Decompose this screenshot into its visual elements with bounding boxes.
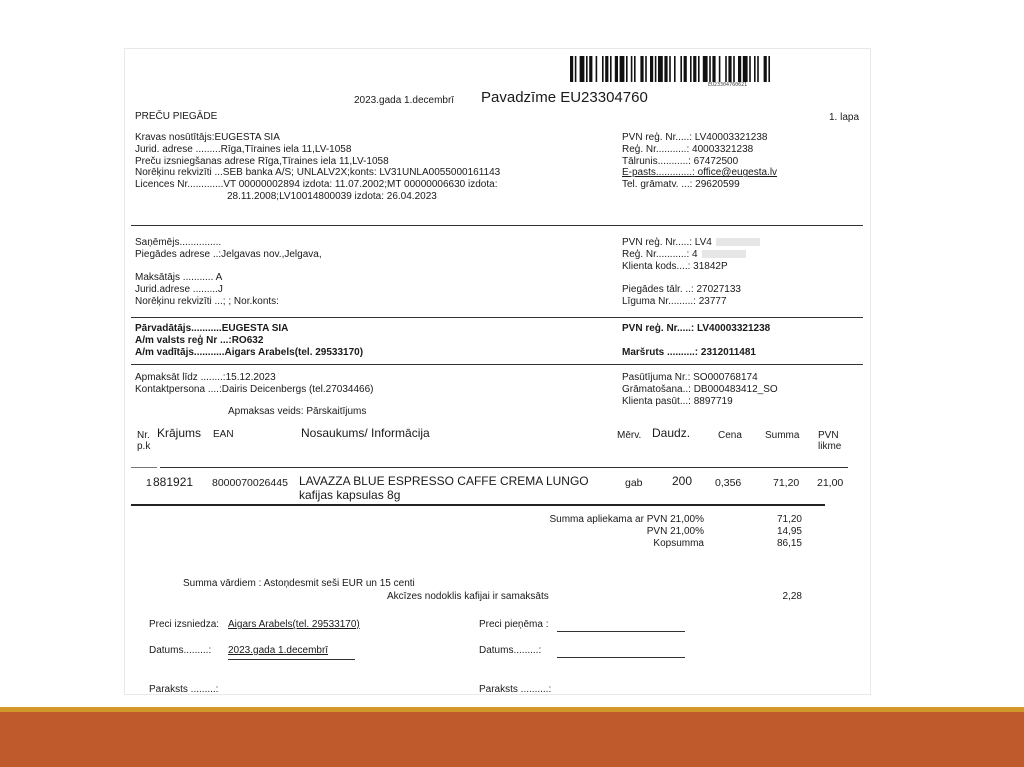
issued-by-label: Preci izsniedza: bbox=[149, 619, 220, 630]
document-title: Pavadzīme EU23304760 bbox=[481, 89, 648, 106]
row-ean: 8000070026445 bbox=[212, 477, 288, 489]
payment-details bbox=[135, 372, 373, 396]
taxable-value: 71,20 bbox=[776, 514, 802, 525]
receiver-reg-line: Reģ. Nr...........: 4 bbox=[622, 249, 760, 261]
sender-registration bbox=[622, 132, 777, 191]
col-vat: PVN bbox=[818, 430, 839, 441]
carrier-reg-line: PVN reģ. Nr.....: LV40003321238 bbox=[622, 323, 771, 334]
row-name: LAVAZZA BLUE ESPRESSO CAFFE CREMA LUNGO bbox=[299, 474, 589, 488]
invoice-document bbox=[125, 49, 870, 694]
row-sum: 71,20 bbox=[773, 477, 800, 489]
section-title: PREČU PIEGĀDE bbox=[135, 111, 218, 122]
col-krajums: Krājums bbox=[157, 426, 202, 440]
sender-line: Jurid. adrese .........Rīga,Tīraines iela 11,LV-1058 bbox=[135, 143, 352, 155]
signature-label-right: Paraksts ..........: bbox=[479, 684, 552, 694]
receiver-registration bbox=[622, 237, 760, 308]
row-nr: 1 bbox=[146, 477, 152, 489]
divider bbox=[131, 225, 863, 226]
taxable-label: Summa apliekama ar PVN 21,00% bbox=[549, 514, 704, 525]
row-krajums: 881921 bbox=[153, 475, 194, 489]
sender-line: Preču izsniegšanas adrese Rīga,Tīraines iela 11,LV-1058 bbox=[135, 155, 389, 167]
signature-label-left: Paraksts .........: bbox=[149, 684, 219, 694]
receiver-reg-line bbox=[622, 272, 760, 284]
table-bottom-line bbox=[131, 504, 825, 506]
row-name-detail: kafijas kapsulas 8g bbox=[299, 488, 401, 502]
sender-reg-line: Tālrunis...........: 67472500 bbox=[622, 155, 739, 167]
sender-reg-line: Tel. grāmatv. ...: 29620599 bbox=[622, 179, 740, 191]
transport-registration bbox=[622, 323, 770, 358]
col-ean: EAN bbox=[213, 429, 234, 440]
sender-line: Kravas nosūtītājs:EUGESTA SIA bbox=[135, 132, 280, 143]
receiver-reg-line: PVN reģ. Nr.....: LV4 bbox=[622, 237, 760, 249]
route-line: Maršruts ..........: 2312011481 bbox=[622, 346, 756, 358]
receiver-line: Maksātājs ........... A bbox=[135, 272, 223, 284]
row-price: 0,356 bbox=[715, 477, 742, 489]
col-vat-rate: likme bbox=[818, 441, 842, 452]
col-unit: Mērv. bbox=[617, 430, 642, 441]
page-number: 1. lapa bbox=[829, 112, 860, 123]
divider bbox=[131, 467, 157, 468]
total-label: Kopsumma bbox=[653, 538, 704, 549]
order-line: Klienta pasūt...: 8897719 bbox=[622, 395, 733, 407]
row-unit: gab bbox=[625, 477, 643, 489]
divider bbox=[131, 317, 863, 318]
carrier-line: A/m vadītājs...........Aigars Arabels(tel. 29533170) bbox=[135, 346, 364, 358]
vat-value: 14,95 bbox=[776, 526, 802, 537]
received-by-label: Preci pieņēma : bbox=[479, 619, 549, 630]
receiver-details bbox=[135, 237, 322, 308]
divider bbox=[131, 364, 863, 365]
row-vat: 21,00 bbox=[817, 477, 844, 489]
receiver-reg-line: Klienta kods....: 31842P bbox=[622, 260, 728, 272]
receiver-line: Piegādes adrese ..:Jelgavas nov.,Jelgava, bbox=[135, 248, 322, 260]
col-name: Nosaukums/ Informācija bbox=[301, 426, 430, 440]
sender-details bbox=[135, 132, 500, 203]
sender-email: E-pasts.............: office@eugesta.lv bbox=[622, 167, 778, 179]
transport-details bbox=[135, 323, 363, 358]
col-qty: Daudz. bbox=[652, 426, 691, 440]
carrier-reg-line bbox=[622, 335, 770, 347]
receiver-reg-line: Līguma Nr.........: 23777 bbox=[622, 295, 727, 307]
issued-by-value: Aigars Arabels(tel. 29533170) bbox=[228, 619, 360, 630]
order-line: Grāmatošana..: DB000483412_SO bbox=[622, 383, 778, 395]
receiver-line bbox=[135, 261, 322, 273]
row-qty: 200 bbox=[672, 474, 693, 488]
order-line: Pasūtījuma Nr.: SO000768174 bbox=[622, 372, 758, 383]
sender-line: Norēķinu rekvizīti ...SEB banka A/S; UNLALV2X;konts: LV31UNLA0055000161143 bbox=[135, 167, 501, 179]
receiver-line: Saņēmējs............... bbox=[135, 237, 222, 248]
receiver-line: Jurid.adrese .........J bbox=[135, 284, 223, 296]
date-value: 2023.gada 1.decembrī bbox=[228, 645, 329, 656]
sum-in-words: Summa vārdiem : Astoņdesmit seši EUR un 15 centi bbox=[183, 578, 415, 589]
carrier-line: A/m valsts reģ Nr ...:RO632 bbox=[135, 334, 264, 346]
receiver-line: Norēķinu rekvizīti ...; ; Nor.konts: bbox=[135, 295, 279, 307]
col-sum: Summa bbox=[765, 430, 800, 441]
table-header-line bbox=[160, 467, 848, 468]
barcode bbox=[570, 56, 770, 82]
date-line-right bbox=[557, 657, 685, 658]
slide-footer-bar bbox=[0, 712, 1024, 767]
document-date: 2023.gada 1.decembrī bbox=[354, 95, 455, 106]
vat-label: PVN 21,00% bbox=[646, 526, 704, 537]
excise-note: Akcīzes nodoklis kafijai ir samaksāts bbox=[387, 591, 549, 602]
carrier-line: Pārvadātājs...........EUGESTA SIA bbox=[135, 323, 289, 334]
col-nr: Nr. bbox=[137, 430, 150, 441]
sender-line: Licences Nr.............VT 00000002894 izdota: 11.07.2002;MT 00000006630 izdota: bbox=[135, 179, 498, 191]
received-by-line bbox=[557, 631, 685, 632]
receiver-reg-line: Piegādes tālr. ..: 27027133 bbox=[622, 284, 741, 296]
payment-method: Apmaksas veids: Pārskaitījums bbox=[228, 406, 367, 417]
order-details bbox=[622, 372, 778, 407]
col-price: Cena bbox=[718, 430, 742, 441]
sender-reg-line: PVN reģ. Nr.....: LV40003321238 bbox=[622, 132, 768, 143]
col-pk: p.k bbox=[137, 441, 151, 452]
date-label-right: Datums.........: bbox=[479, 645, 542, 656]
excise-value: 2,28 bbox=[782, 591, 802, 602]
barcode-number: EU23304760621 bbox=[708, 82, 748, 88]
payment-line: Apmaksāt līdz ........:15.12.2023 bbox=[135, 372, 276, 383]
date-line-left bbox=[228, 659, 355, 660]
date-label-left: Datums.........: bbox=[149, 645, 212, 656]
sender-reg-line: Reģ. Nr...........: 40003321238 bbox=[622, 143, 754, 155]
payment-line: Kontaktpersona ....:Dairis Deicenbergs (tel.27034466) bbox=[135, 383, 374, 395]
sender-line: 28.11.2008;LV10014800039 izdota: 26.04.2023 bbox=[227, 190, 437, 202]
total-value: 86,15 bbox=[776, 538, 802, 549]
